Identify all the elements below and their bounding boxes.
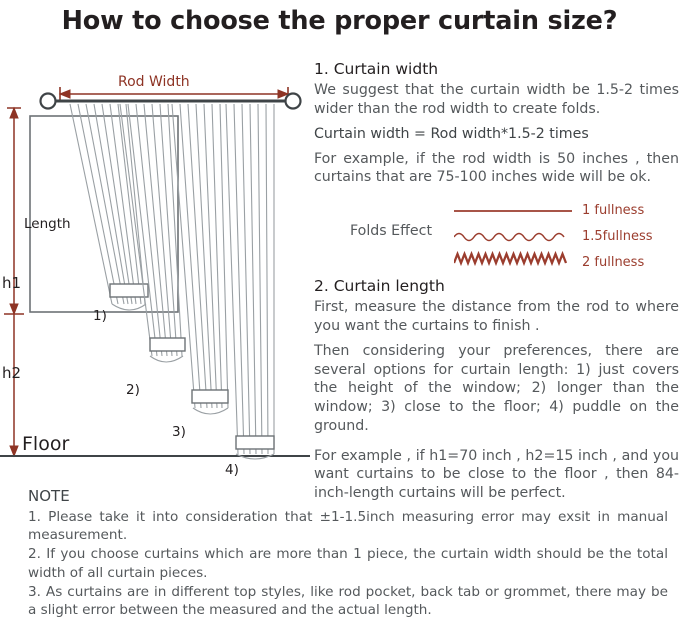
panel-3-label: 3) — [172, 424, 186, 440]
curtain-diagram-svg — [0, 56, 310, 476]
curtain-diagram — [0, 56, 310, 476]
floor-label: Floor — [22, 433, 70, 455]
right-column — [314, 60, 679, 503]
rod-finial-left — [41, 94, 56, 109]
fold-label-1-fullness: 1 fullness — [582, 203, 645, 219]
curtain-tieback-4 — [236, 436, 274, 449]
panel-2-label: 2) — [126, 382, 140, 398]
section-2-paragraph-3: For example , if h1=70 inch , h2=15 inch , and you want curtains to be close to the floor , then 84-inch-length curtains will be perfect. — [314, 447, 679, 502]
rod-finial-right — [286, 94, 301, 109]
fold-label-1-5-fullness: 1.5fullness — [582, 229, 653, 245]
folds-effect-diagram — [454, 197, 574, 271]
h2-label: h2 — [2, 364, 22, 382]
h1-label: h1 — [2, 274, 22, 292]
curtain-panel-3 — [172, 104, 228, 414]
notes-section — [28, 487, 668, 620]
section-1-heading: 1. Curtain width — [314, 60, 439, 78]
curtain-tieback-1 — [110, 284, 148, 297]
curtain-tieback-3 — [192, 390, 228, 403]
curtain-panel-1 — [70, 104, 146, 310]
section-2-heading: 2. Curtain length — [314, 277, 445, 296]
curtain-tieback-2 — [150, 338, 185, 351]
curtain-panel-4 — [226, 104, 274, 459]
section-1-paragraph-1: We suggest that the curtain width be 1.5-2 times wider than the rod width to create folds. — [314, 82, 679, 118]
note-line-3: 3. As curtains are in different top styles, like rod pocket, back tab or grommet, there may be a slight error between the measured and the actual length. — [28, 583, 668, 619]
note-line-1: 1. Please take it into consideration that ±1-1.5inch measuring error may exsit in manual measurement. — [28, 509, 668, 544]
notes-title: NOTE — [28, 487, 70, 505]
fold-line-2 — [454, 234, 564, 241]
section-2-paragraph-2: Then considering your preferences, there are several options for curtain length: 1) just covers the height of the window; 2) longer than the window; 3) close to the floor; 4) puddle on the ground. — [314, 342, 679, 434]
panel-4-label: 4) — [225, 462, 239, 478]
note-line-2: 2. If you choose curtains which are more than 1 piece, the curtain width should be the total width of all curtain pieces. — [28, 546, 668, 581]
fold-label-2-fullness: 2 fullness — [582, 255, 645, 271]
folds-effect-block — [314, 197, 679, 271]
folds-effect-label: Folds Effect — [350, 223, 433, 240]
curtain-width-formula: Curtain width = Rod width*1.5-2 times — [314, 125, 589, 142]
page-title: How to choose the proper curtain size? — [61, 6, 618, 36]
panel-1-label: 1) — [93, 308, 107, 324]
section-2-paragraph-1: First, measure the distance from the rod to where you want the curtains to finish . — [314, 299, 679, 335]
fold-line-3 — [454, 254, 566, 263]
length-label: Length — [24, 216, 71, 232]
section-1-paragraph-2: For example, if the rod width is 50 inches , then curtains that are 75-100 inches wide will be ok. — [314, 150, 679, 186]
rod-width-label: Rod Width — [118, 74, 190, 90]
